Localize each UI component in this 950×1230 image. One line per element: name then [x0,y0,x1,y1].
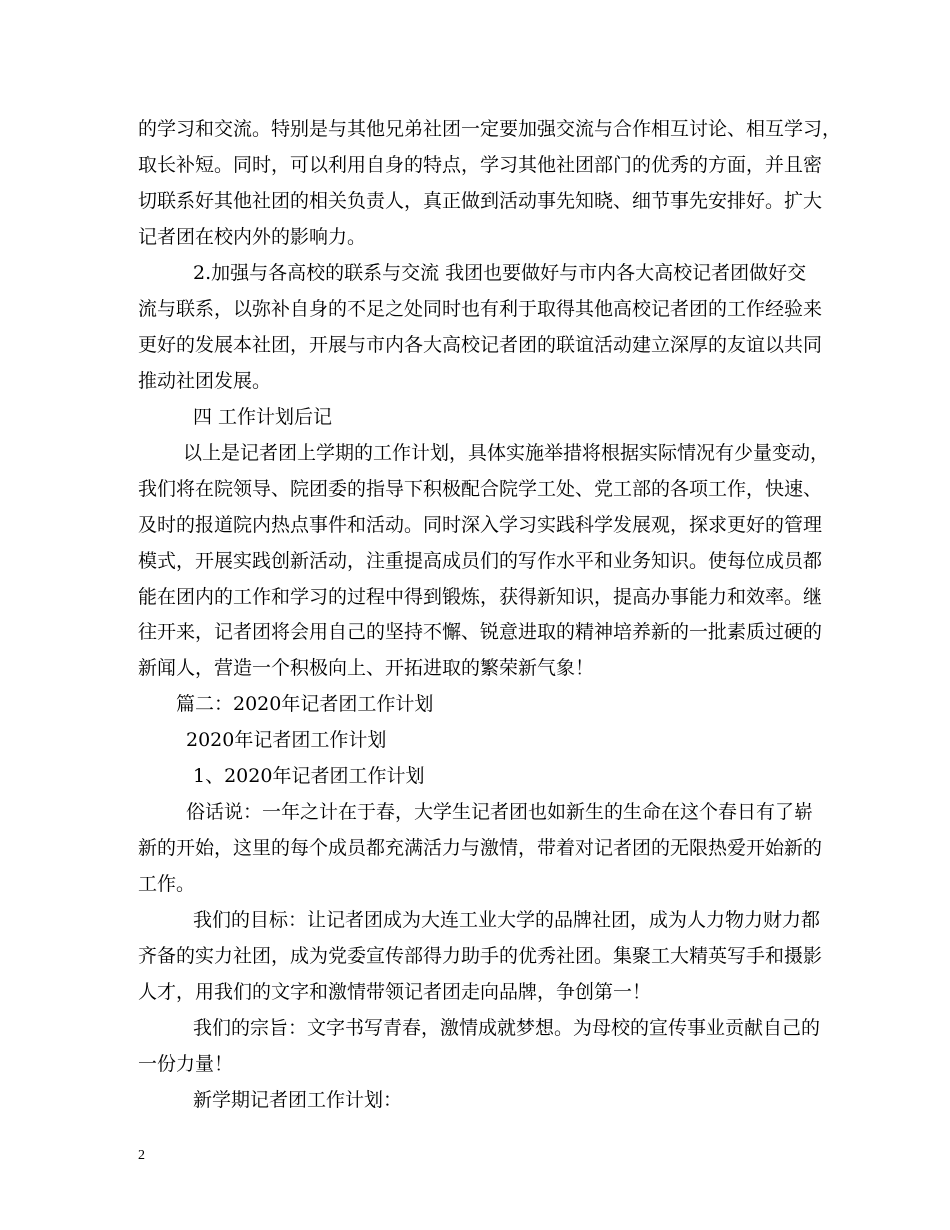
text-line: 以上是记者团上学期的工作计划，具体实施举措将根据实际情况有少量变动， [183,442,830,464]
text-line: 切联系好其他社团的相关负责人，真正做到活动事先知晓、细节事先安排好。扩大 [138,190,823,212]
page-number: 2 [138,1148,145,1163]
section-heading: 四 工作计划后记 [193,406,333,428]
text-line: 新闻人，营造一个积极向上、开拓进取的繁荣新气象！ [138,657,595,679]
text-line: 流与联系，以弥补自身的不足之处同时也有利于取得其他高校记者团的工作经验来 [138,298,823,320]
text-line: 记者团在校内外的影响力。 [138,226,367,248]
text-line: 更好的发展本社团，开展与市内各大高校记者团的联谊活动建立深厚的友谊以共同 [138,334,823,356]
text-line: 模式，开展实践创新活动，注重提高成员们的写作水平和业务知识。使每位成员都 [138,550,823,572]
text-line: 工作。 [138,873,196,895]
text-line: 取长补短。同时，可以利用自身的特点，学习其他社团部门的优秀的方面，并且密 [138,154,823,176]
text-line: 俗话说：一年之计在于春，大学生记者团也如新生的生命在这个春日有了崭 [186,801,814,823]
text-line: 及时的报道院内热点事件和活动。同时深入学习实践科学发展观，探求更好的管理 [138,514,823,536]
text-line: 的学习和交流。特别是与其他兄弟社团一定要加强交流与合作相互讨论、相互学习， [138,118,842,140]
text-line: 齐备的实力社团，成为党委宣传部得力助手的优秀社团。集聚工大精英写手和摄影 [138,945,823,967]
text-line: 我们的宗旨：文字书写青春，激情成就梦想。为母校的宣传事业贡献自己的 [193,1017,821,1039]
text-line: 新学期记者团工作计划： [193,1089,403,1111]
text-line: 我们的目标：让记者团成为大连工业大学的品牌社团，成为人力物力财力都 [193,909,821,931]
section-heading: 2020年记者团工作计划 [186,729,387,751]
section-heading: 篇二：2020年记者团工作计划 [176,693,434,715]
text-line: 人才，用我们的文字和激情带领记者团走向品牌，争创第一！ [138,981,652,1003]
text-line: 能在团内的工作和学习的过程中得到锻炼，获得新知识，提高办事能力和效率。继 [138,586,823,608]
section-heading: 1、2020年记者团工作计划 [193,765,425,787]
text-line: 往开来，记者团将会用自己的坚持不懈、锐意进取的精神培养新的一批素质过硬的 [138,621,823,643]
text-line: 一份力量！ [138,1053,234,1075]
text-line: 新的开始，这里的每个成员都充满活力与激情，带着对记者团的无限热爱开始新的 [138,837,823,859]
text-line: 2.加强与各高校的联系与交流 我团也要做好与市内各大高校记者团做好交 [193,262,807,284]
text-line: 推动社团发展。 [138,370,272,392]
text-line: 我们将在院领导、院团委的指导下积极配合院学工处、党工部的各项工作，快速、 [138,478,823,500]
